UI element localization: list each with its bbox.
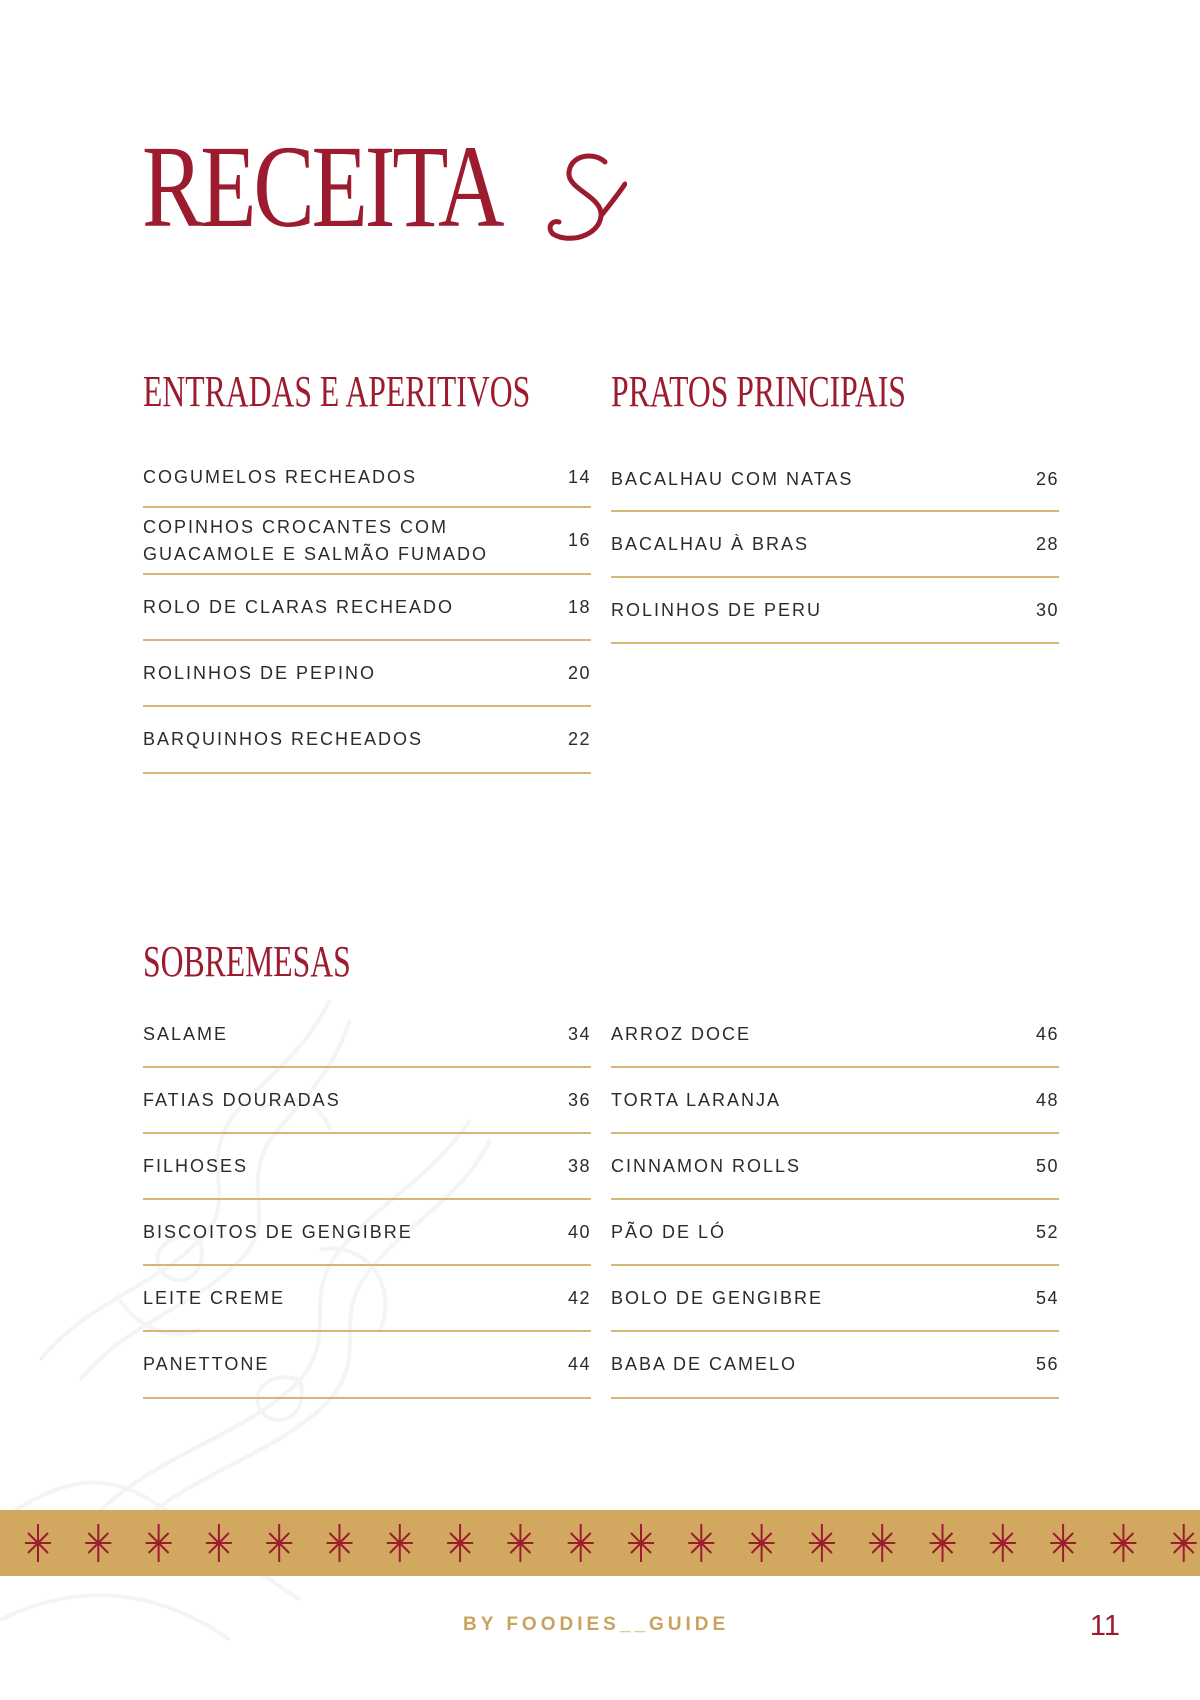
section-heading-pratos: PRATOS PRINCIPAIS — [611, 367, 906, 416]
recipe-page: 20 — [567, 662, 591, 683]
recipe-page: 36 — [567, 1089, 591, 1110]
recipe-page: 30 — [1035, 599, 1059, 620]
recipe-name: BOLO DE GENGIBRE — [611, 1287, 824, 1308]
star-asterisk-icon — [206, 1524, 232, 1562]
recipe-name: ROLINHOS DE PERU — [611, 599, 823, 620]
list-item[interactable] — [611, 448, 1059, 512]
star-asterisk-icon — [1050, 1524, 1076, 1562]
recipe-name: COGUMELOS RECHEADOS — [143, 466, 418, 487]
recipe-page: 54 — [1035, 1287, 1059, 1308]
list-item[interactable] — [611, 578, 1059, 644]
list-item[interactable] — [143, 1200, 591, 1266]
star-asterisk-icon — [749, 1524, 775, 1562]
recipe-name: BACALHAU À BRAS — [611, 533, 810, 554]
list-item[interactable] — [143, 448, 591, 508]
list-item[interactable] — [143, 1332, 591, 1399]
recipe-name: PÃO DE LÓ — [611, 1221, 727, 1242]
star-asterisk-icon — [869, 1524, 895, 1562]
recipe-page: 46 — [1035, 1023, 1059, 1044]
recipe-page: 28 — [1035, 533, 1059, 554]
star-asterisk-icon — [568, 1524, 594, 1562]
list-item[interactable] — [611, 512, 1059, 578]
recipe-name: FILHOSES — [143, 1155, 249, 1176]
recipe-page: 44 — [567, 1354, 591, 1374]
recipe-name: BACALHAU COM NATAS — [611, 468, 854, 489]
list-pratos — [611, 448, 1059, 644]
recipe-page: 56 — [1035, 1354, 1059, 1374]
recipe-page: 26 — [1035, 468, 1059, 489]
recipe-name: COPINHOS CROCANTES COM GUACAMOLE E SALMÃO FUMADO — [143, 516, 489, 564]
recipe-page: 16 — [567, 530, 591, 550]
star-asterisk-icon — [25, 1524, 51, 1562]
list-item[interactable] — [611, 1332, 1059, 1399]
star-asterisk-icon — [1171, 1524, 1197, 1562]
star-asterisk-icon — [447, 1524, 473, 1562]
star-asterisk-icon — [930, 1524, 956, 1562]
script-s-flourish-icon — [545, 150, 627, 250]
star-asterisk-icon — [628, 1524, 654, 1562]
star-asterisk-icon — [688, 1524, 714, 1562]
star-asterisk-icon-row — [0, 1510, 1200, 1576]
list-item[interactable] — [611, 1266, 1059, 1332]
recipe-name: TORTA LARANJA — [611, 1089, 782, 1110]
list-item[interactable] — [143, 1134, 591, 1200]
recipe-name: FATIAS DOURADAS — [143, 1089, 341, 1110]
recipe-name: LEITE CREME — [143, 1287, 286, 1308]
recipe-page: 40 — [567, 1221, 591, 1242]
list-item[interactable] — [143, 1266, 591, 1332]
recipe-name: BARQUINHOS RECHEADOS — [143, 729, 424, 749]
star-asterisk-icon — [387, 1524, 413, 1562]
recipe-page: 42 — [567, 1287, 591, 1308]
recipe-name: BISCOITOS DE GENGIBRE — [143, 1221, 413, 1242]
recipe-page: 52 — [1035, 1221, 1059, 1242]
recipe-name: CINNAMON ROLLS — [611, 1155, 802, 1176]
page-number: 11 — [1089, 1610, 1120, 1642]
list-item[interactable] — [143, 1068, 591, 1134]
recipe-name: ROLO DE CLARAS RECHEADO — [143, 596, 455, 617]
recipe-page: 22 — [567, 729, 591, 749]
star-asterisk-icon — [146, 1524, 172, 1562]
recipe-page: 18 — [567, 596, 591, 617]
section-heading-sobremesas: SOBREMESAS — [143, 937, 351, 986]
recipe-name: ROLINHOS DE PEPINO — [143, 662, 377, 683]
recipe-page: 34 — [567, 1023, 591, 1044]
list-item[interactable] — [143, 707, 591, 774]
recipe-page: 14 — [567, 466, 591, 487]
star-asterisk-icon — [507, 1524, 533, 1562]
list-item[interactable] — [143, 508, 591, 575]
list-item[interactable] — [611, 1200, 1059, 1266]
recipe-page: 38 — [567, 1155, 591, 1176]
page-title: RECEITA — [142, 121, 502, 252]
star-asterisk-icon — [809, 1524, 835, 1562]
star-asterisk-icon — [1110, 1524, 1136, 1562]
ornament-band — [0, 1510, 1200, 1576]
star-asterisk-icon — [85, 1524, 111, 1562]
star-asterisk-icon — [266, 1524, 292, 1562]
recipe-page: 48 — [1035, 1089, 1059, 1110]
list-sobremesas-right — [611, 1002, 1059, 1399]
list-item[interactable] — [611, 1002, 1059, 1068]
recipe-name: BABA DE CAMELO — [611, 1354, 798, 1374]
recipe-name: PANETTONE — [143, 1354, 270, 1374]
list-item[interactable] — [143, 641, 591, 707]
byline: BY FOODIES__GUIDE — [463, 1614, 730, 1635]
list-item[interactable] — [611, 1068, 1059, 1134]
recipe-page: 50 — [1035, 1155, 1059, 1176]
list-item[interactable] — [143, 1002, 591, 1068]
recipe-name: ARROZ DOCE — [611, 1023, 752, 1044]
recipe-name: SALAME — [143, 1023, 229, 1044]
list-sobremesas-left — [143, 1002, 591, 1399]
list-item[interactable] — [143, 575, 591, 641]
star-asterisk-icon — [990, 1524, 1016, 1562]
section-heading-entradas: ENTRADAS E APERITIVOS — [143, 367, 531, 416]
list-entradas — [143, 448, 591, 774]
list-item[interactable] — [611, 1134, 1059, 1200]
star-asterisk-icon — [327, 1524, 353, 1562]
